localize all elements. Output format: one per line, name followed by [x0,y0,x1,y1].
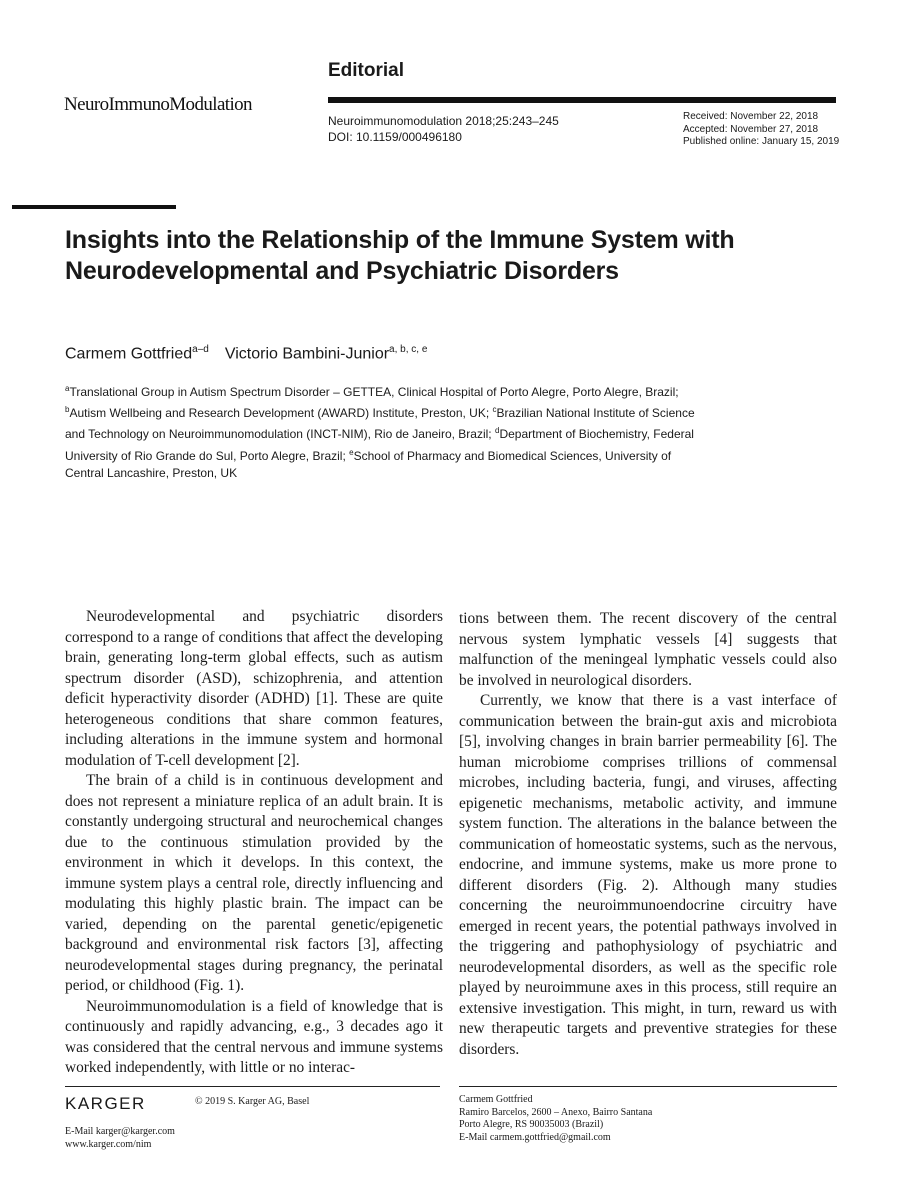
author-affiliation-marks: a, b, c, e [389,344,428,355]
affiliation-mark: c [492,405,497,415]
body-paragraph-continued: tions between them. The recent discovery of the central nervous system lymphatic vessels [4] suggests that malfunction of the meningeal lymphatic vessels could also be involved in neurological disorders. [459,610,837,689]
author-list [65,344,427,363]
correspondence-street: Ramiro Barcelos, 2600 – Anexo, Bairro Santana [459,1106,653,1118]
author-name: Carmem Gottfried [65,345,193,363]
publisher-contact [65,1126,175,1151]
body-paragraph: Neuroimmunomodulation is a field of knowledge that is continuously and rapidly advancing, e.g., 3 decades ago it was considered that the central nervous and immune systems worked independently, with little or no interac- [65,997,443,1076]
title-rule [12,205,176,209]
affiliation-text: Translational Group in Autism Spectrum Disorder – GETTEA, Clinical Hospital of Porto Alegre, Porto Alegre, Brazil; [69,385,679,399]
header-rule [328,97,836,103]
affiliation-text: Autism Wellbeing and Research Development (AWARD) Institute, Preston, UK; [69,406,493,421]
affiliation-text: School of Pharmacy and Biomedical Sciences, University of Central Lancashire, Preston, UK [65,448,672,480]
journal-logo: NeuroImmunoModulation [64,94,252,115]
received-date: Received: November 22, 2018 [683,111,819,122]
body-column-left [65,607,443,1079]
affiliations [65,380,705,482]
affiliation-text: Brazilian National Institute of Science and Technology on Neuroimmunomodulation (INCT-NIM), Rio de Janeiro, Brazil; [65,406,695,442]
body-paragraph: Neurodevelopmental and psychiatric disorders correspond to a range of conditions that affect the developing brain, generating long-term global effects, such as autism spectrum disorder (ASD), schizophrenia, and attention deficit hyperactivity disorder (ADHD) [1]. These are quite heterogeneous conditions that share common features, including alterations in the immune system and hormonal modulation of T-cell development [2]. [65,608,443,769]
doi-link[interactable]: DOI: 10.1159/000496180 [328,130,462,144]
journal-citation: Neuroimmunomodulation 2018;25:243–245 [328,114,559,128]
footer-rule [459,1086,837,1087]
section-label: Editorial [328,60,405,81]
body-column-right [459,609,837,1060]
author-affiliation-marks: a–d [192,344,209,355]
affiliation-mark: e [349,447,354,457]
publisher-logo: KARGER [65,1094,146,1113]
affiliation-text: Department of Biochemistry, Federal University of Rio Grande do Sul, Porto Alegre, Brazil; [65,427,694,463]
correspondence-address [459,1094,652,1144]
publisher-email[interactable]: E-Mail karger@karger.com [65,1126,175,1137]
footer-rule [65,1086,440,1087]
body-paragraph: The brain of a child is in continuous development and does not represent a miniature replica of an adult brain. It is constantly undergoing structural and neurochemical changes due to the continuous stimulation provided by the environment in which it develops. In this context, the immune system plays a central role, directly influencing and modulating this highly plastic brain. The impact can be varied, depending on the parental genetic/epigenetic background and environmental risk factors [3], affecting neurodevelopmental stages during pregnancy, the perinatal period, or childhood (Fig. 1). [65,772,443,994]
affiliation-mark: b [65,405,70,415]
correspondence-name: Carmem Gottfried [459,1094,533,1105]
copyright-notice: © 2019 S. Karger AG, Basel [195,1096,310,1107]
affiliation-mark: d [494,426,500,436]
published-date: Published online: January 15, 2019 [683,136,840,147]
correspondence-city: Porto Alegre, RS 90035003 (Brazil) [459,1119,604,1130]
author-name: Victorio Bambini-Junior [224,345,390,363]
publication-dates [683,111,839,149]
affiliation-mark: a [65,384,70,393]
publisher-website[interactable]: www.karger.com/nim [65,1138,152,1150]
body-paragraph: Currently, we know that there is a vast interface of communication between the brain-gut axis and microbiota [5], involving changes in brain barrier permeability [6]. The human microbiome comprises trillions of commensal microbes, including bacteria, fungi, and viruses, affecting epigenetic mechanisms, metabolic activity, and immune system function. The alterations in the balance between the communication of homeostatic systems, such as the nervous, endocrine, and immune systems, make us more prone to different disorders (Fig. 2). Although many studies concerning the neuroimmunoendocrine circuitry have emerged in recent years, the potential pathways involved in the triggering and pathophysiology of psychiatric and neurodevelopmental disorders, as well as the specific role played by neuroimmune axes in this process, still require an extensive investigation. This might, in turn, reward us with new therapeutic targets and preventive strategies for these disorders. [459,692,837,1058]
citation-block [328,113,559,145]
accepted-date: Accepted: November 27, 2018 [683,123,819,135]
correspondence-email[interactable]: E-Mail carmem.gottfried@gmail.com [459,1131,611,1143]
article-title: Insights into the Relationship of the Immune System with Neurodevelopmental and Psychiatric Disorders [65,226,735,285]
